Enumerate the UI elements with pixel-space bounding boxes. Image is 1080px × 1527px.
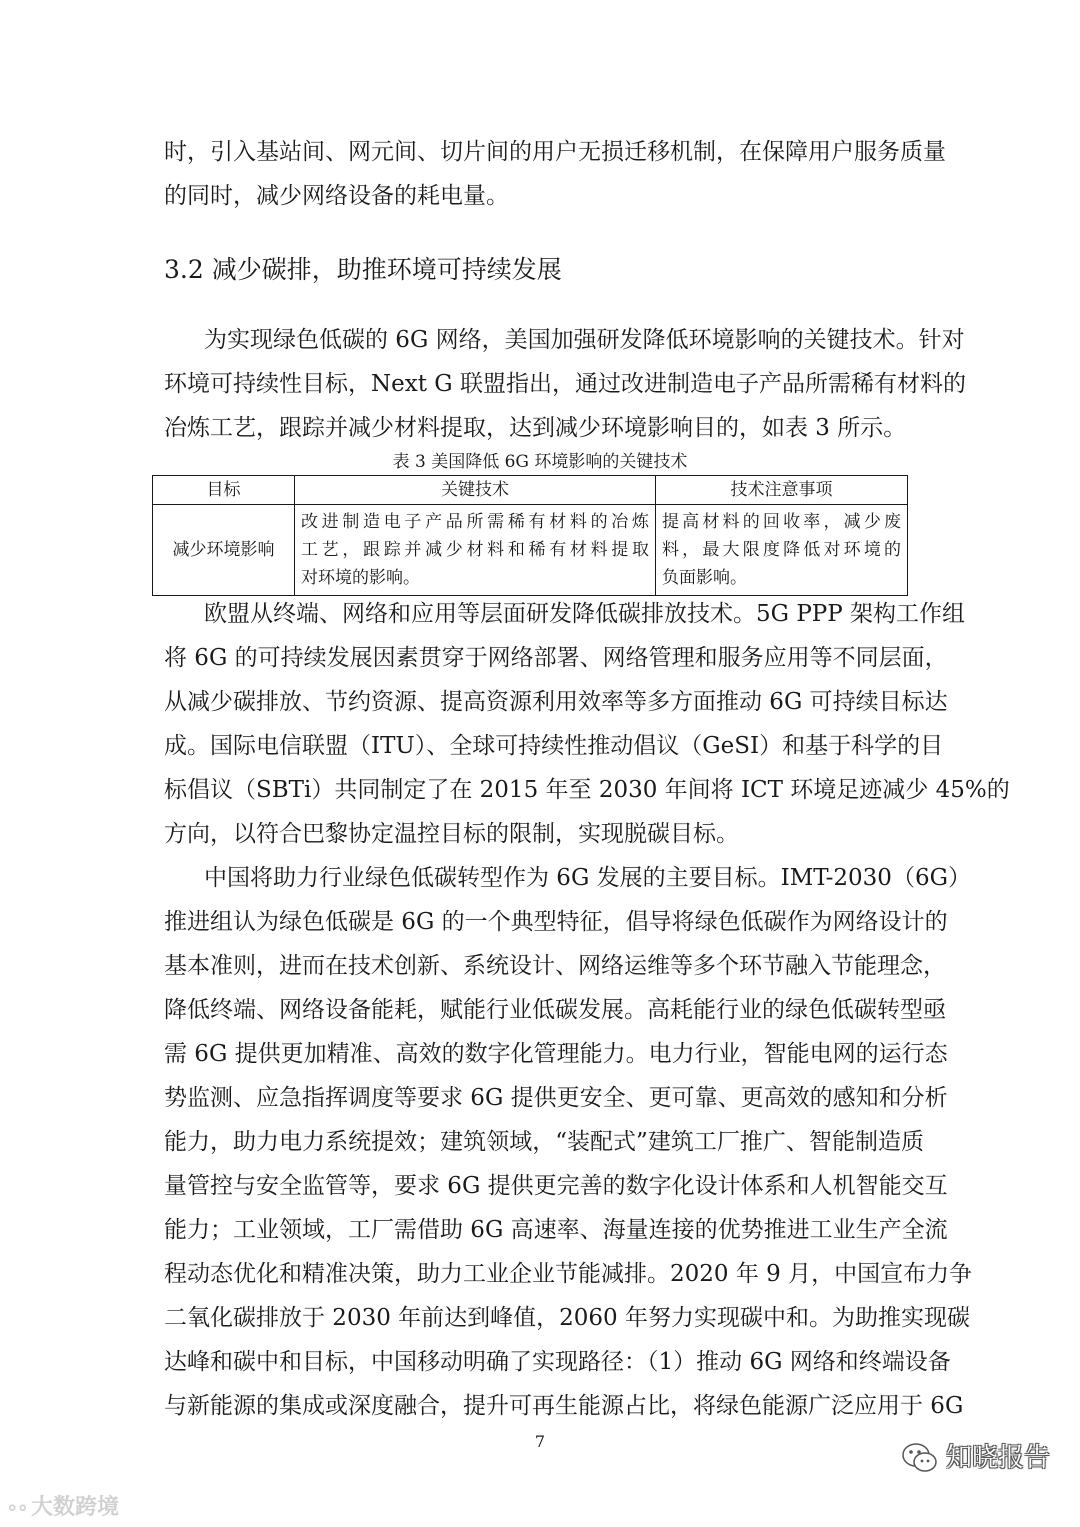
- table-cell-goal: 减少环境影响: [153, 505, 295, 596]
- cell-line: 负面影响。: [662, 568, 747, 588]
- text-line: 能力，助力电力系统提效；建筑领域，“装配式”建筑工厂推广、智能制造质: [164, 1129, 924, 1155]
- table-header-cell: 目标: [153, 476, 295, 505]
- text-line: 二氧化碳排放于 2030 年前达到峰值，2060 年努力实现碳中和。为助推实现碳: [164, 1305, 970, 1331]
- watermark-logo-icon: ∘∘: [6, 1495, 28, 1519]
- cell-line: 工艺，跟踪并减少材料和稀有材料提取: [301, 540, 649, 560]
- watermark-right: [900, 1432, 1050, 1484]
- text-line: 为实现绿色低碳的 6G 网络，美国加强研发降低环境影响的关键技术。针对: [204, 327, 965, 353]
- table-cell-notes: [656, 505, 908, 596]
- text-line: 与新能源的集成或深度融合，提升可再生能源占比，将绿色能源广泛应用于 6G: [164, 1393, 964, 1419]
- text-line: 将 6G 的可持续发展因素贯穿于网络部署、网络管理和服务应用等不同层面，: [164, 645, 948, 671]
- text-line: 程动态优化和精准决策，助力工业企业节能减排。2020 年 9 月，中国宣布力争: [164, 1261, 973, 1287]
- text-line: 成。国际电信联盟（ITU）、全球可持续性推动倡议（GeSI）和基于科学的目: [164, 733, 944, 759]
- cell-line: 对环境的影响。: [301, 568, 420, 588]
- key-tech-table: [152, 475, 908, 596]
- text-line: 标倡议（SBTi）共同制定了在 2015 年至 2030 年间将 ICT 环境足迹减少 45%的: [164, 777, 1010, 803]
- text-line: 从减少碳排放、节约资源、提高资源利用效率等多方面推动 6G 可持续目标达: [164, 689, 948, 715]
- text-line: 方向，以符合巴黎协定温控目标的限制，实现脱碳目标。: [164, 821, 739, 847]
- cell-line: 料，最大限度降低对环境的: [662, 540, 901, 560]
- text-line: 的同时，减少网络设备的耗电量。: [164, 183, 509, 209]
- text-line: 冶炼工艺，跟踪并减少材料提取，达到减少环境影响目的，如表 3 所示。: [164, 415, 907, 441]
- text-line: 量管控与安全监管等，要求 6G 提供更完善的数字化设计体系和人机智能交互: [164, 1173, 948, 1199]
- text-line: 环境可持续性目标，Next G 联盟指出，通过改进制造电子产品所需稀有材料的: [164, 371, 966, 397]
- table-header-cell: 关键技术: [295, 476, 656, 505]
- text-line: 时，引入基站间、网元间、切片间的用户无损迁移机制，在保障用户服务质量: [164, 139, 946, 165]
- text-line: 能力；工业领域，工厂需借助 6G 高速率、海量连接的优势推进工业生产全流: [164, 1217, 948, 1243]
- text-line: 达峰和碳中和目标，中国移动明确了实现路径：（1）推动 6G 网络和终端设备: [164, 1349, 951, 1375]
- watermark-right-text: 知晓报告: [946, 1443, 1051, 1473]
- watermark-left: [6, 1492, 119, 1522]
- text-line: 需 6G 提供更加精准、高效的数字化管理能力。电力行业，智能电网的运行态: [164, 1041, 948, 1067]
- table-caption: 表 3 美国降低 6G 环境影响的关键技术: [392, 452, 688, 472]
- section-heading: 3.2 减少碳排，助推环境可持续发展: [164, 255, 562, 284]
- text-line: 势监测、应急指挥调度等要求 6G 提供更安全、更可靠、更高效的感知和分析: [164, 1085, 948, 1111]
- page-number: 7: [534, 1432, 546, 1451]
- text-line: 中国将助力行业绿色低碳转型作为 6G 发展的主要目标。IMT-2030（6G）: [204, 865, 971, 891]
- cell-line: 提高材料的回收率，减少废: [662, 512, 901, 532]
- table-row: [153, 505, 908, 596]
- cell-line: 改进制造电子产品所需稀有材料的冶炼: [301, 512, 649, 532]
- text-line: 欧盟从终端、网络和应用等层面研发降低碳排放技术。5G PPP 架构工作组: [204, 601, 966, 627]
- watermark-left-text: 大数跨境: [31, 1495, 120, 1520]
- table-cell-tech: [295, 505, 656, 596]
- text-line: 推进组认为绿色低碳是 6G 的一个典型特征，倡导将绿色低碳作为网络设计的: [164, 909, 948, 935]
- table-header-cell: 技术注意事项: [656, 476, 908, 505]
- text-line: 降低终端、网络设备能耗，赋能行业低碳发展。高耗能行业的绿色低碳转型亟: [164, 997, 946, 1023]
- wechat-icon: [900, 1438, 940, 1478]
- table-header-row: [153, 476, 908, 505]
- text-line: 基本准则，进而在技术创新、系统设计、网络运维等多个环节融入节能理念，: [164, 953, 946, 979]
